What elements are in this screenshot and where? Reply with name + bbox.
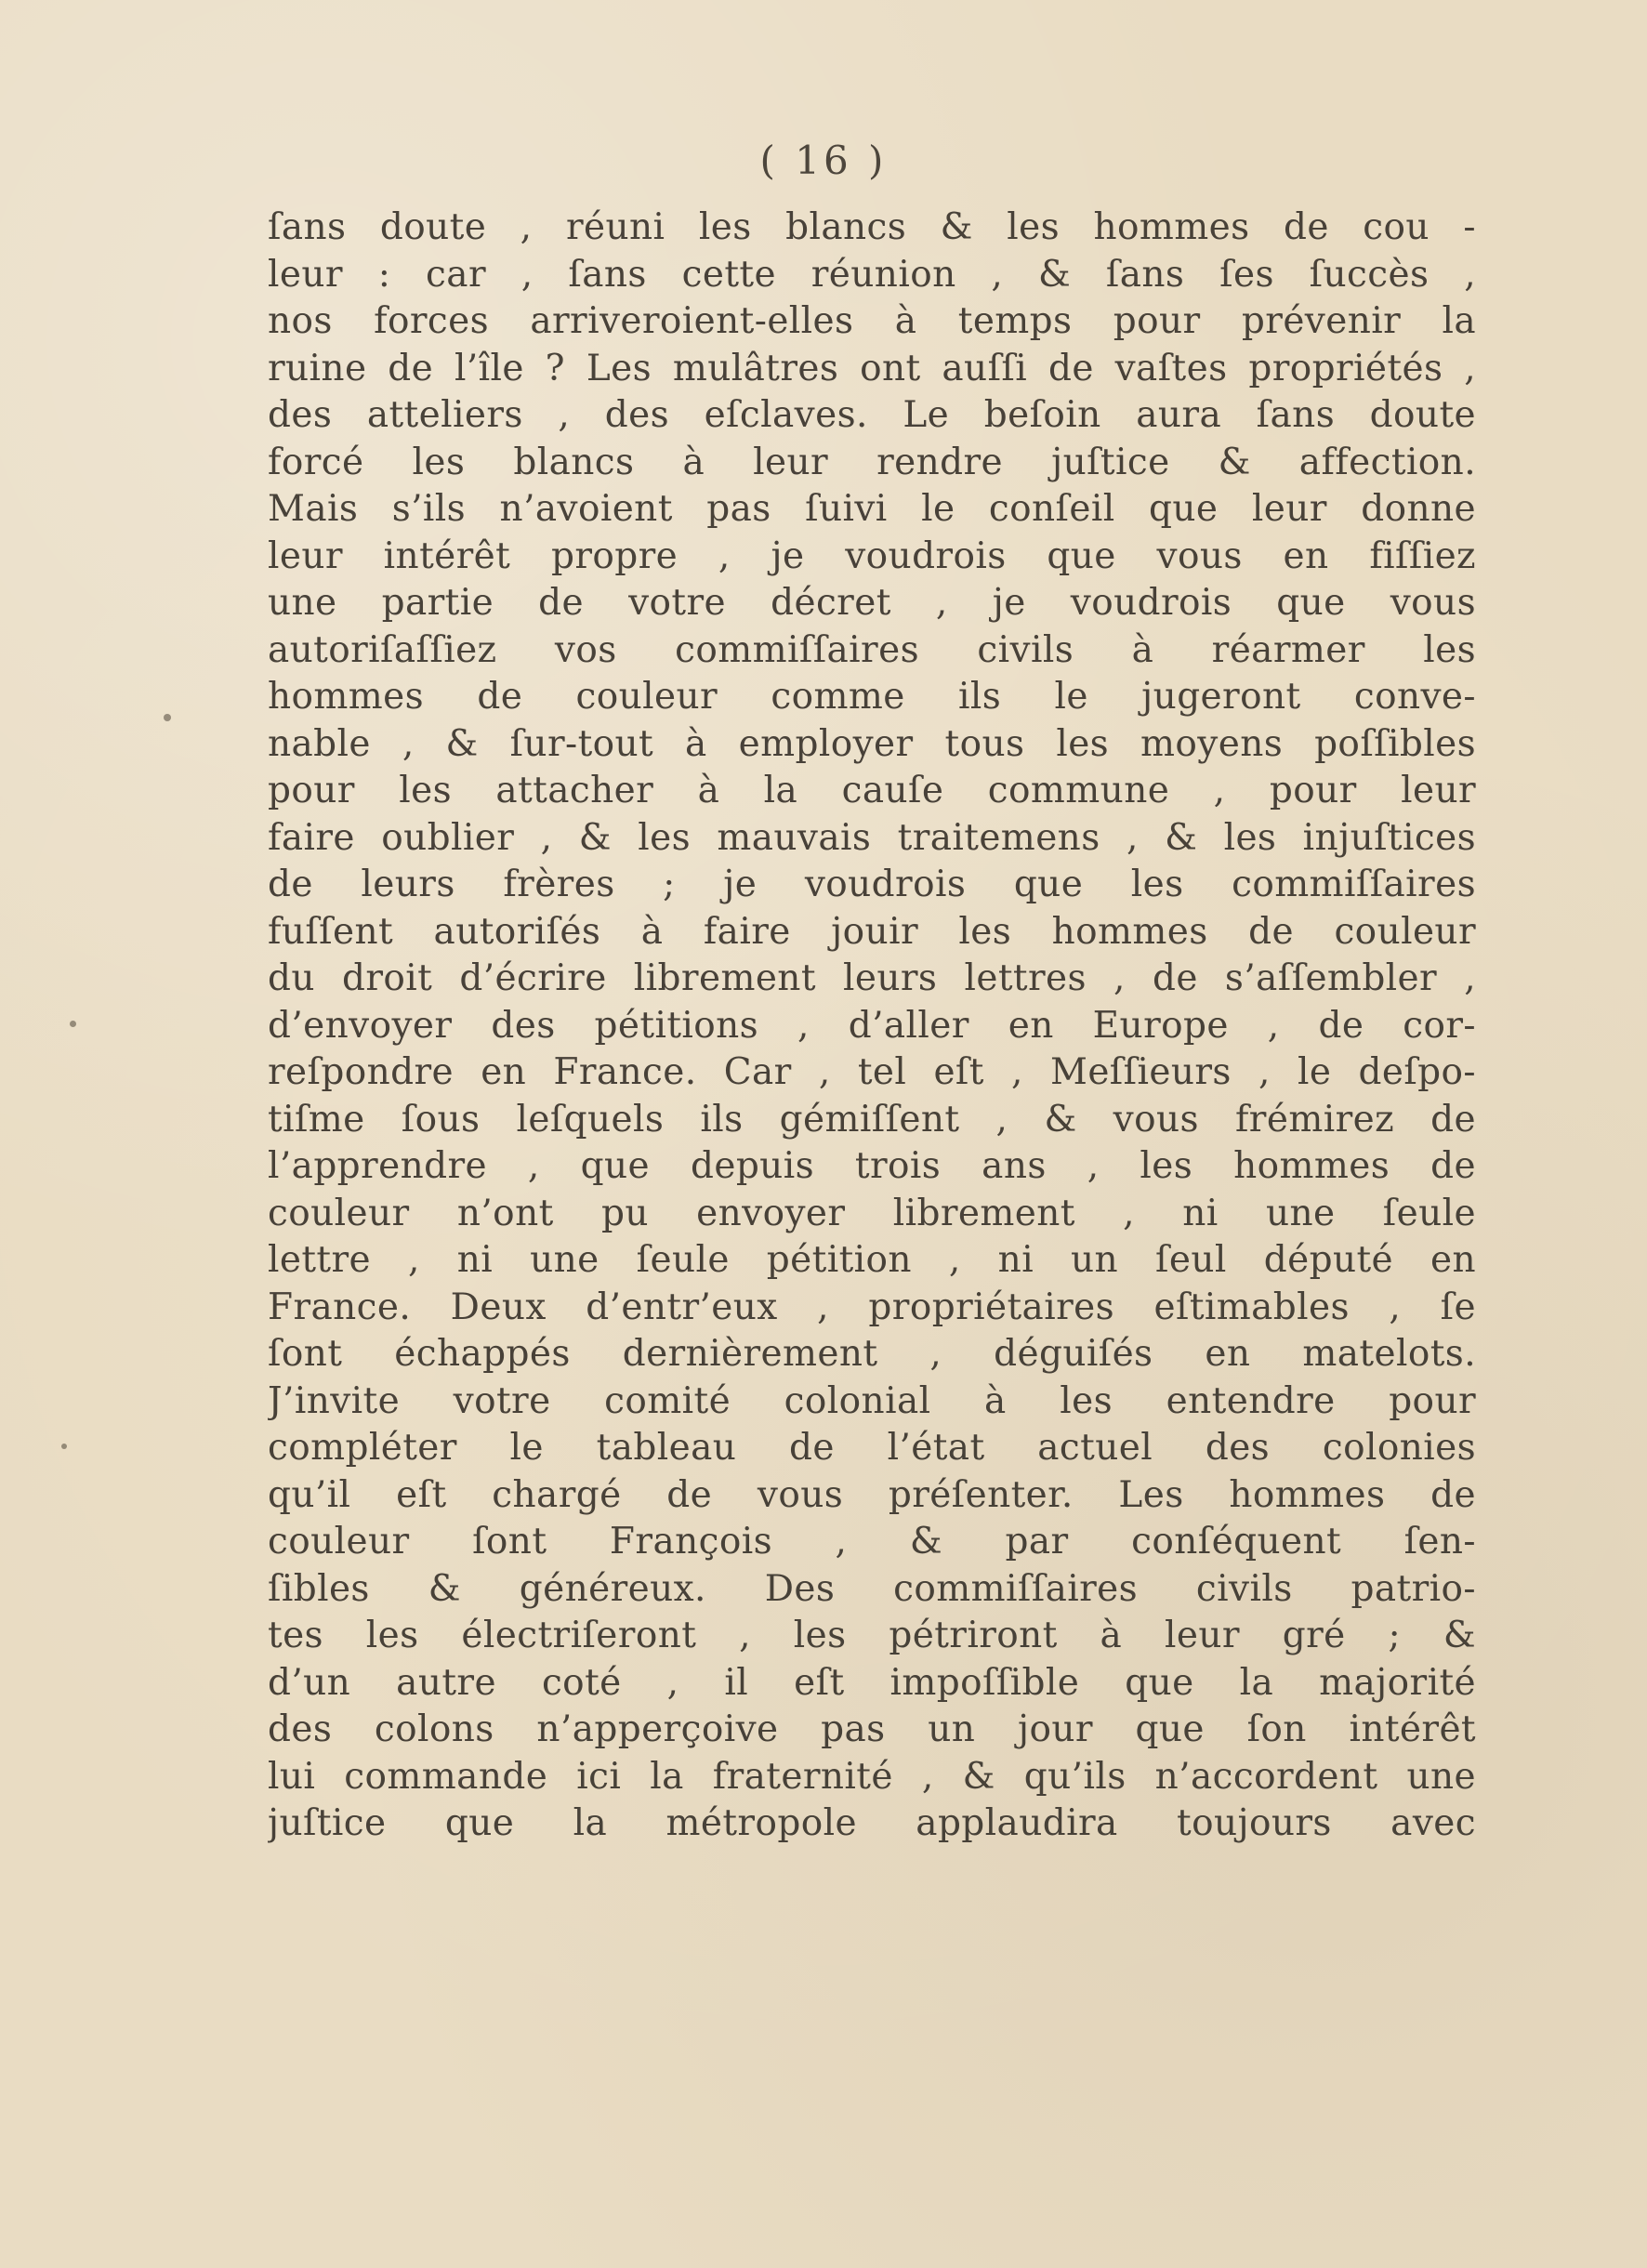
page-number: ( 16 ) bbox=[759, 138, 888, 183]
text-line: couleur ſont François , & par conſéquent ſen- bbox=[268, 1521, 1476, 1563]
body-text bbox=[268, 204, 1476, 1848]
text-line: forcé les blancs à leur rendre juſtice & affection. bbox=[268, 441, 1476, 483]
paper-speck bbox=[61, 1444, 67, 1449]
text-line: couleur n’ont pu envoyer librement , ni une ſeule bbox=[268, 1192, 1476, 1234]
text-line: reſpondre en France. Car , tel eſt , Meſſieurs , le deſpo- bbox=[268, 1051, 1476, 1093]
text-line: juſtice que la métropole applaudira toujours avec bbox=[268, 1802, 1476, 1844]
paper-speck bbox=[164, 714, 171, 721]
text-line: leur : car , ſans cette réunion , & ſans ſes ſuccès , bbox=[268, 253, 1476, 296]
text-line: d’un autre coté , il eſt impoſſible que la majorité bbox=[268, 1661, 1476, 1704]
text-line: faire oublier , & les mauvais traitemens , & les injuſtices bbox=[268, 816, 1476, 859]
text-line: ruine de l’île ? Les mulâtres ont auſſi de vaſtes propriétés , bbox=[268, 347, 1476, 389]
text-line: pour les attacher à la cauſe commune , pour leur bbox=[268, 770, 1476, 811]
text-line: ſibles & généreux. Des commiſſaires civils patrio- bbox=[268, 1567, 1476, 1610]
text-line: des colons n’apperçoive pas un jour que ſon intérêt bbox=[268, 1708, 1476, 1750]
text-line: nable , & ſur-tout à employer tous les moyens poſſibles bbox=[268, 722, 1476, 765]
text-line: nos forces arriveroient-elles à temps pour prévenir la bbox=[268, 300, 1476, 342]
text-line: Mais s’ils n’avoient pas ſuivi le conſeil que leur donne bbox=[268, 488, 1476, 530]
text-line: de leurs frères ; je voudrois que les commiſſaires bbox=[268, 864, 1476, 905]
text-line: leur intérêt propre , je voudrois que vous en fiſſiez bbox=[268, 534, 1476, 577]
text-line: autoriſaſſiez vos commiſſaires civils à réarmer les bbox=[268, 628, 1476, 671]
text-line: compléter le tableau de l’état actuel des colonies bbox=[268, 1427, 1476, 1469]
text-line: l’apprendre , que depuis trois ans , les hommes de bbox=[268, 1145, 1476, 1187]
paper-speck bbox=[70, 1021, 76, 1027]
text-line: ſont échappés dernièrement , déguiſés en matelots. bbox=[268, 1333, 1476, 1375]
text-line: d’envoyer des pétitions , d’aller en Europe , de cor- bbox=[268, 1004, 1476, 1047]
text-line: France. Deux d’entr’eux , propriétaires eſtimables , ſe bbox=[268, 1286, 1476, 1328]
text-line: fuſſent autoriſés à faire jouir les hommes de couleur bbox=[268, 910, 1476, 953]
text-line: tes les électriſeront , les pétriront à leur gré ; & bbox=[268, 1615, 1476, 1656]
text-line: tiſme ſous leſquels ils gémiſſent , & vous frémirez de bbox=[268, 1098, 1476, 1141]
text-line: lui commande ici la fraternité , & qu’ils n’accordent une bbox=[268, 1755, 1476, 1798]
text-line: lettre , ni une ſeule pétition , ni un ſeul député en bbox=[268, 1239, 1476, 1281]
text-line: hommes de couleur comme ils le jugeront conve- bbox=[268, 676, 1476, 718]
text-line: J’invite votre comité colonial à les entendre pour bbox=[268, 1379, 1476, 1422]
text-line: qu’il eſt chargé de vous préſenter. Les hommes de bbox=[268, 1473, 1476, 1516]
text-line: une partie de votre décret , je voudrois que vous bbox=[268, 582, 1476, 624]
text-line: du droit d’écrire librement leurs lettres , de s’aſſembler , bbox=[268, 957, 1476, 999]
text-line: des atteliers , des eſclaves. Le beſoin aura ſans doute bbox=[268, 394, 1476, 436]
text-line: ſans doute , réuni les blancs & les hommes de cou - bbox=[268, 206, 1476, 248]
